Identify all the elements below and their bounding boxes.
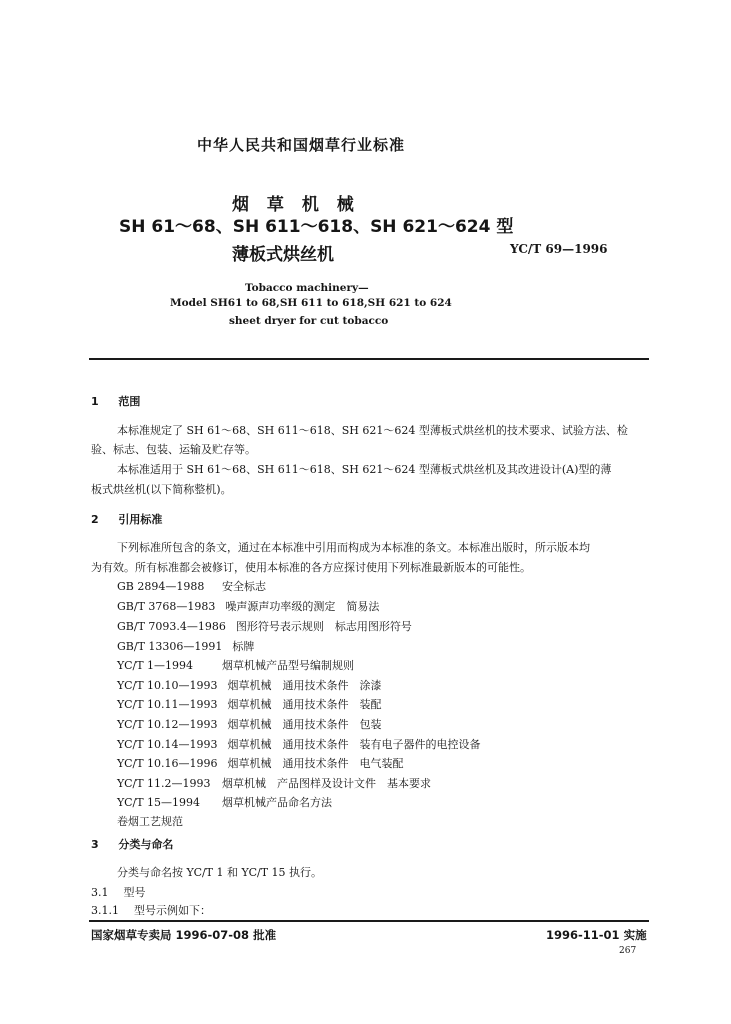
reference-title: 卷烟工艺规范 [117,815,183,828]
reference-item [117,775,431,791]
reference-code: YC/T 1—1994 [117,659,194,672]
section1-number: 1 [91,395,99,408]
standard-number: YC/T 69—1996 [510,242,608,256]
reference-item [117,716,382,732]
section1-heading [91,393,140,409]
reference-title: 烟草机械产品型号编制规则 [222,659,354,672]
section1-paragraph1-line1: 本标准规定了 SH 61～68、SH 611～618、SH 621～624 型薄板式烘丝机的技术要求、试验方法、检 [117,424,628,437]
reference-item [117,677,382,693]
subsection-3-1 [91,884,146,900]
effective-date: 1996-11-01 实施 [546,928,647,942]
reference-code: YC/T 10.10—1993 [117,679,218,692]
section2-intro-line2: 为有效。所有标准都会被修订，使用本标准的各方应探讨使用下列标准最新版本的可能性。 [91,561,531,574]
reference-item [117,638,254,654]
section1-title: 范围 [118,395,141,408]
org-title: 中华人民共和国烟草行业标准 [197,136,406,154]
reference-item [117,578,266,594]
reference-code: YC/T 10.14—1993 [117,738,218,751]
doc-title-line3: 薄板式烘丝机 [232,245,334,265]
reference-title: 烟草机械 通用技术条件 装有电子器件的电控设备 [227,738,481,751]
reference-title: 烟草机械产品命名方法 [222,796,332,809]
header-divider [89,358,649,360]
english-title-line2: Model SH61 to 68,SH 611 to 618,SH 621 to 624 [170,297,452,309]
reference-code: YC/T 10.16—1996 [117,757,218,770]
reference-title: 烟草机械 产品图样及设计文件 基本要求 [222,777,431,790]
reference-title: 安全标志 [222,580,266,593]
section2-number: 2 [91,513,99,526]
reference-title: 噪声源声功率级的测定 简易法 [225,600,380,613]
reference-item [117,598,379,614]
reference-code: YC/T 10.11—1993 [117,698,218,711]
subsection-3-1-1 [91,902,211,918]
approval-note: 国家烟草专卖局 1996-07-08 批准 [91,928,277,942]
reference-code: YC/T 10.12—1993 [117,718,218,731]
reference-code: GB/T 13306—1991 [117,640,223,653]
section1-paragraph2-line2: 板式烘丝机(以下简称整机)。 [91,483,232,496]
reference-title: 烟草机械 通用技术条件 电气装配 [227,757,404,770]
subsection-3-1-number: 3.1 [91,886,109,899]
reference-title: 烟草机械 通用技术条件 装配 [227,698,382,711]
reference-code: GB/T 7093.4—1986 [117,620,226,633]
reference-title: 烟草机械 通用技术条件 包装 [227,718,382,731]
reference-item [117,736,481,752]
section2-intro-line1: 下列标准所包含的条文，通过在本标准中引用而构成为本标准的条文。本标准出版时，所示版本均 [117,541,590,554]
reference-item [117,657,354,673]
subsection-3-1-1-number: 3.1.1 [91,904,119,917]
reference-item [117,794,332,810]
section3-paragraph: 分类与命名按 YC/T 1 和 YC/T 15 执行。 [117,866,323,879]
reference-item [117,755,404,771]
section1-paragraph1-line2: 验、标志、包装、运输及贮存等。 [91,443,256,456]
section3-heading [91,836,173,852]
reference-code: YC/T 11.2—1993 [117,777,211,790]
subsection-3-1-title: 型号 [123,886,146,899]
section2-heading [91,511,162,527]
footer-divider [89,920,649,922]
page-number: 267 [619,946,637,956]
reference-title: 烟草机械 通用技术条件 涂漆 [227,679,382,692]
section3-number: 3 [91,838,99,851]
reference-code: YC/T 15—1994 [117,796,201,809]
reference-title: 图形符号表示规则 标志用图形符号 [235,620,412,633]
subsection-3-1-1-title: 型号示例如下： [134,904,211,917]
doc-title-line2: SH 61～68、SH 611～618、SH 621～624 型 [119,217,514,237]
section2-title: 引用标准 [118,513,163,526]
reference-code: GB 2894—1988 [117,580,205,593]
reference-item [117,618,412,634]
doc-title-line1: 烟 草 机 械 [232,195,360,215]
reference-item [117,696,382,712]
section3-title: 分类与命名 [118,838,174,851]
reference-code: GB/T 3768—1983 [117,600,216,613]
english-title-line1: Tobacco machinery— [245,282,369,294]
reference-title: 标牌 [232,640,255,653]
section1-paragraph2-line1: 本标准适用于 SH 61～68、SH 611～618、SH 621～624 型薄板式烘丝机及其改进设计(A)型的薄 [117,463,612,476]
reference-item [117,813,183,829]
english-title-line3: sheet dryer for cut tobacco [229,315,389,327]
